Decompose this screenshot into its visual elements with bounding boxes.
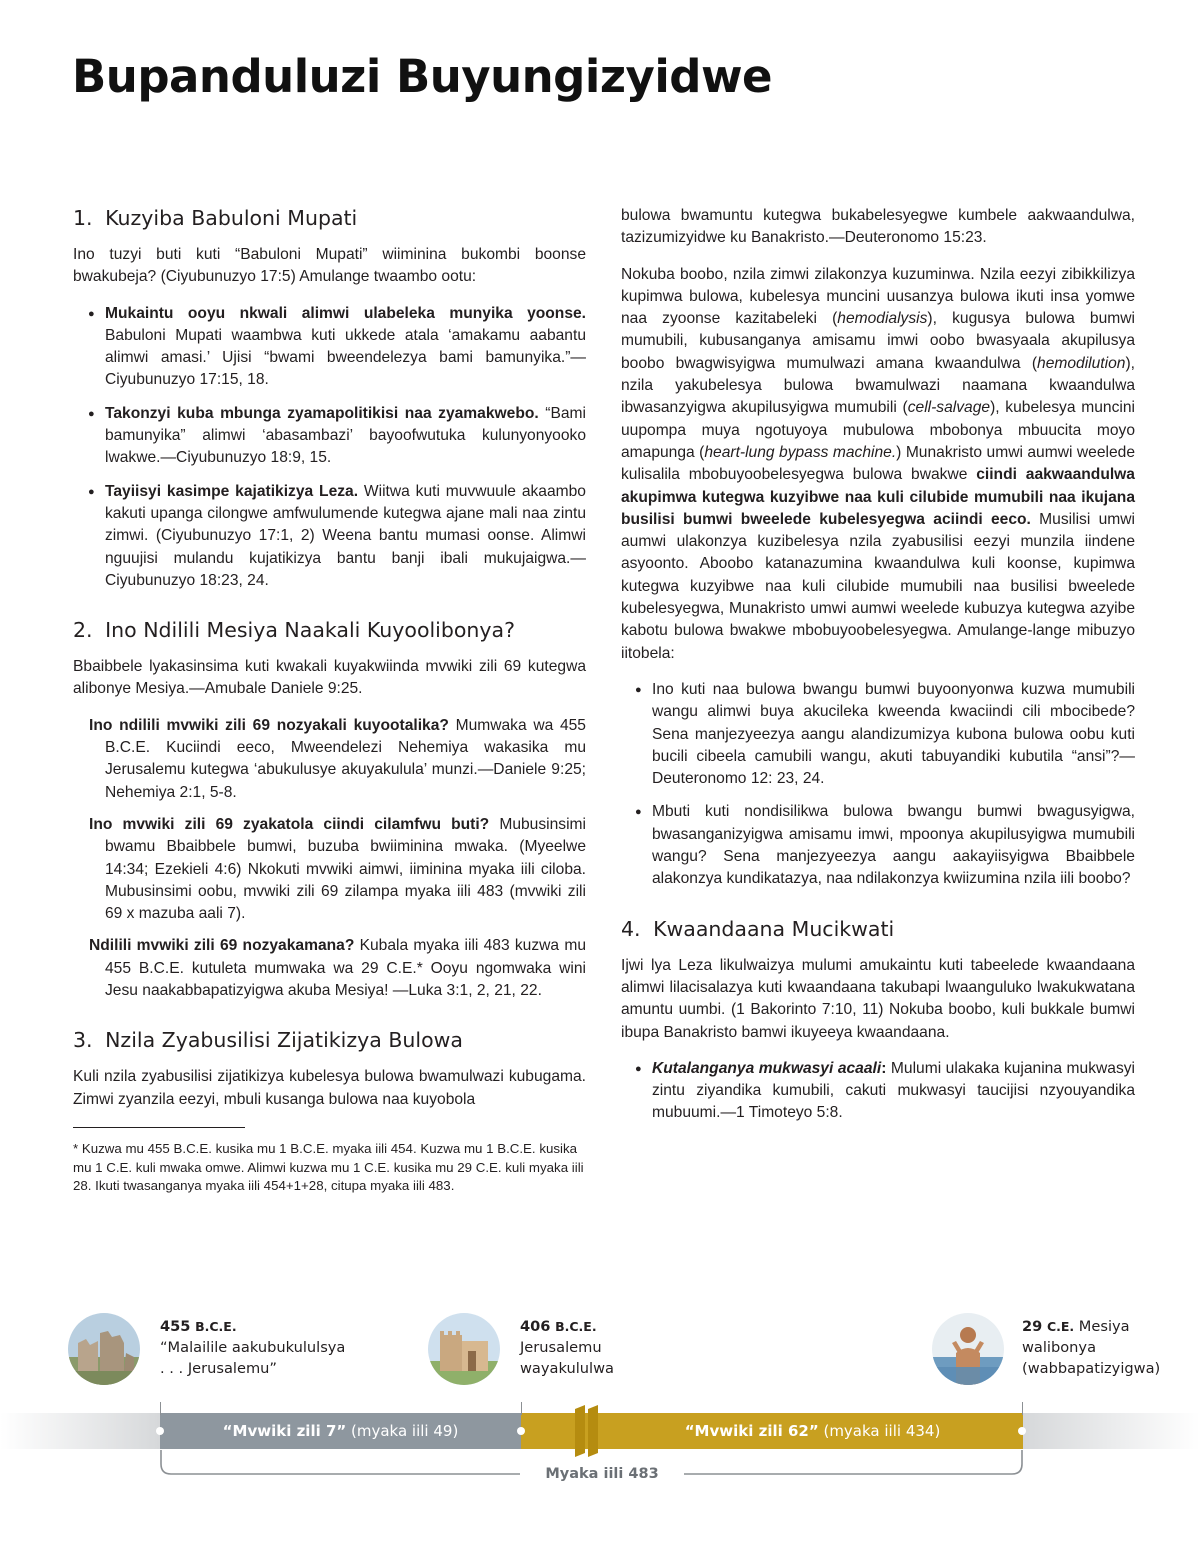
section-2-qa xyxy=(73,715,586,1003)
list-item: ● Tayiisyi kasimpe kajatikizya Leza. Wiitwa kuti muvwuule akaambo kakuti upanga cilongwe amfwulumende kutegwa ajane mali naa zintu zimwi. (Ciyubunuzyo 17:1, 2) Weena bantu mumasi oonse. Alimwi nguujisi mulandu kujatikizya bantu banji ibali mukujaigwa.—Ciyubunuzyo 18:23, 24. xyxy=(105,481,586,592)
band-7-label: “Mvwiki zili 7” (myaka iili 49) xyxy=(222,1422,459,1440)
list-item: ● Mukaintu ooyu nkwali alimwi ulabeleka munyika yoonse. Babuloni Mupati waambwa kuti ukkede atala ‘amakamu aabantu alimwi amasi.’ Ujisi “bwami bweendelezya bami bamunyika.”—Ciyubunuzyo 17:15, 18. xyxy=(105,303,586,392)
list-item: ● Kutalanganya mukwasyi acaali: Mulumi ulakaka kujanina mukwasyi zintu ziyandika kumubili, cakuti mukwasyi taucijisi nzyouyandika mubuumi.—1 Timoteyo 5:8. xyxy=(652,1058,1135,1125)
section-2-heading: 2. Ino Ndilili Mesiya Naakali Kuyoolibonya? xyxy=(73,618,516,643)
timeline-dot xyxy=(156,1427,164,1435)
total-years-label: Myaka iili 483 xyxy=(520,1466,684,1482)
list-item: ● Ino kuti naa bulowa bwangu bumwi buyoonyonwa kuzwa mumubili wangu alimwi buya akucileka kweenda kwaciindi cili mbocibede? Sena manjezyeezya aangu alandizumizya kubona bulowa oobu kuti bucili cibeela camubili wangu, akuti tabuyandiki kubutila “ansi”?—Deuteronomo 12: 23, 24. xyxy=(652,679,1135,790)
right-column xyxy=(621,205,1135,1136)
event-455-label: 455 B.C.E. “Malailile aakubukululsya . . . Jerusalemu” xyxy=(160,1318,346,1377)
section-1-intro: Ino tuzyi buti kuti “Babuloni Mupati” wiiminina bukombi boonse bwakubeja? (Ciyubunuzyo 17:5) Amulange twaambo ootu: xyxy=(73,246,586,286)
ruined-city-icon xyxy=(68,1313,140,1385)
section-4-intro: Ijwi lya Leza likulwaizya mulumi amukaintu kuti tabeelede kwaandaana alimwi lilacisalazya kuti kwaandaana takubapi lwaanguluko lwakukwatana amuntu uumbi. (1 Bakorinto 7:10, 11) Nokuba boobo, kuli bukkale bumwi ibupa Banakristo bamwi ikuyeeya kwaandaana. xyxy=(621,956,1135,1041)
page-title: Bupanduluzi Buyungizyidwe xyxy=(72,50,773,103)
band-fade-left xyxy=(0,1413,160,1449)
section-3-para-cont: bulowa bwamuntu kutegwa bukabelesyegwe kumbele aakwaandulwa, tazizumizyidwe ku Banakristo.—Deuteronomo 15:23. xyxy=(621,207,1135,247)
timeline xyxy=(0,1300,1200,1500)
section-3-para-2: Nokuba boobo, nzila zimwi zilakonzya kuzuminwa. Nzila eezyi zibikkilizya kupimwa bulowa, kubelesya muncini uusanzya bulowa ikuti insa yomwe naa zyoonse kazitabeleki (hemodialysis), kugusya bulowa bumwi mumubili, kubusanganya amisamu imwi oobo bwasyaala akupilusya boobo bwagwisyigwa mumulwazi amana kwaandulwa (hemodilution), nzila yakubelesya bulowa bwamulwazi naamana kwaandulwa ibwasanzyigwa akupilusyigwa mumubili (cell-salvage), kubelesya muncini uupompa muya ngotuyoya mubulowa mbobonya mbuucita moyo amapunga (heart-lung bypass machine.) Munakristo umwi aumwi weelede kulisalila mbobuyoobelesyegwa bulowa bwakwe ciindi aakwaandulwa akupimwa kutegwa kuzyibwe naa kuli cilubide mumubili naa ikujana busilisi bumwi bweelede kubelesyegwa aciindi eeco. Musilisi umwi aumwi ulakonzya kuzibelesya nzila zyabusilisi eezyi munzila iindene asyoonto. Aboobo katanazumina kwaandulwa kuli koonse, kupimwa kutegwa kuzyibwe naa kuli cilubide mumubili naa busilisi bweelede kubelesyegwa, Munakristo umwi aumwi weelede kubuzya kutegwa azyibe kabotu bulowa bwakwe mbobuyoobelesyegwa. Amulange-lange mibuzyo iitobela: xyxy=(621,265,1135,662)
section-3-para: Kuli nzila zyabusilisi zijatikizya kubelesya bulowa bwamulwazi kubugama. Zimwi zyanzila eezyi, mbuli kusanga bulowa naa kuyobola xyxy=(73,1068,586,1108)
tick xyxy=(160,1402,161,1415)
footnote: * Kuzwa mu 455 B.C.E. kusika mu 1 B.C.E. myaka iili 454. Kuzwa mu 1 B.C.E. kusika mu 1 C.E. kuli mwaka omwe. Alimwi kuzwa mu 1 C.E. kusika mu 29 C.E. kuli myaka iili 28. Ikuti twasanganya myaka iili 454+1+28, citupa myaka iili 483. xyxy=(73,1140,584,1194)
section-3-heading: 3. Nzila Zyabusilisi Zijatikizya Bulowa xyxy=(73,1028,463,1053)
list-item: ● Mbuti kuti nondisilikwa bulowa bwangu bumwi bwagusyigwa, bwasanganizyigwa amisamu imwi, mpoonya akupilusyigwa mumubili wangu? Sena manjezyeezya aangu aakayiisyigwa Bbaibbele alakonzya kundikatazya, naa ndilakonzya kwiizumina nzila iili boobo? xyxy=(652,801,1135,890)
section-4-heading: 4. Kwaandaana Mucikwati xyxy=(621,916,895,941)
section-1-heading: 1. Kuzyiba Babuloni Mupati xyxy=(73,206,358,230)
footnote-divider xyxy=(73,1127,245,1128)
qa-item: Ino mvwiki zili 69 zyakatola ciindi cilamfwu buti? Mubusinsimi bwamu Bbaibbele bumwi, buzuba bwiiminina mwaka. (Myeelwe 14:34; Ezekieli 4:6) Nkokuti mvwiki aimwi, iiminina myaka iili ciloba. Mubusinsimi oobu, mvwiki zili 69 zilampa myaka iili 483 (mvwiki zili 69 x mazuba aali 7). xyxy=(89,815,586,923)
band-62-label: “Mvwiki zili 62” (myaka iili 434) xyxy=(684,1422,941,1440)
left-column xyxy=(73,205,586,1196)
qa-item: Ino ndilili mvwiki zili 69 nozyakali kuyootalika? Mumwaka wa 455 B.C.E. Kuciindi eeco, Mweendelezi Nehemiya wakasika mu Jerusalemu kutegwa ‘abukulusye akuyakulula’ munzi.—Daniele 9:25; Nehemiya 2:1, 5-8. xyxy=(89,716,586,801)
band-fade-right xyxy=(1023,1413,1200,1449)
section-4-list xyxy=(621,1058,1135,1125)
section-3-list xyxy=(621,679,1135,891)
timeline-dot xyxy=(517,1427,525,1435)
event-29-label: 29 C.E. Mesiya walibonya (wabbapatizyigwa) xyxy=(1022,1318,1161,1377)
list-item: ● Takonzyi kuba mbunga zyamapolitikisi naa zyamakwebo. “Bami bamunyika” alimwi ‘abasambazi’ bayoofwutuka kulunyonyooko lwakwe.—Ciyubunuzyo 18:9, 15. xyxy=(105,403,586,470)
section-1-list xyxy=(73,303,586,593)
timeline-dot xyxy=(1018,1427,1026,1435)
section-2-intro: Bbaibbele lyakasinsima kuti kwakali kuyakwiinda mvwiki zili 69 kutegwa alibonye Mesiya.—Amubale Daniele 9:25. xyxy=(73,658,586,698)
qa-item: Ndilili mvwiki zili 69 nozyakamana? Kubala myaka iili 483 kuzwa mu 455 B.C.E. kutuleta mumwaka wa 29 C.E.* Ooyu ngomwaka wini Jesu naakabbapatizyigwa akuba Mesiya! —Luka 3:1, 2, 21, 22. xyxy=(89,937,586,1000)
tick xyxy=(1022,1402,1023,1415)
event-406-label: 406 B.C.E. Jerusalemu wayakululwa xyxy=(520,1318,614,1377)
tick xyxy=(521,1402,522,1415)
baptism-icon xyxy=(932,1313,1004,1385)
rebuilt-city-icon xyxy=(428,1313,500,1385)
